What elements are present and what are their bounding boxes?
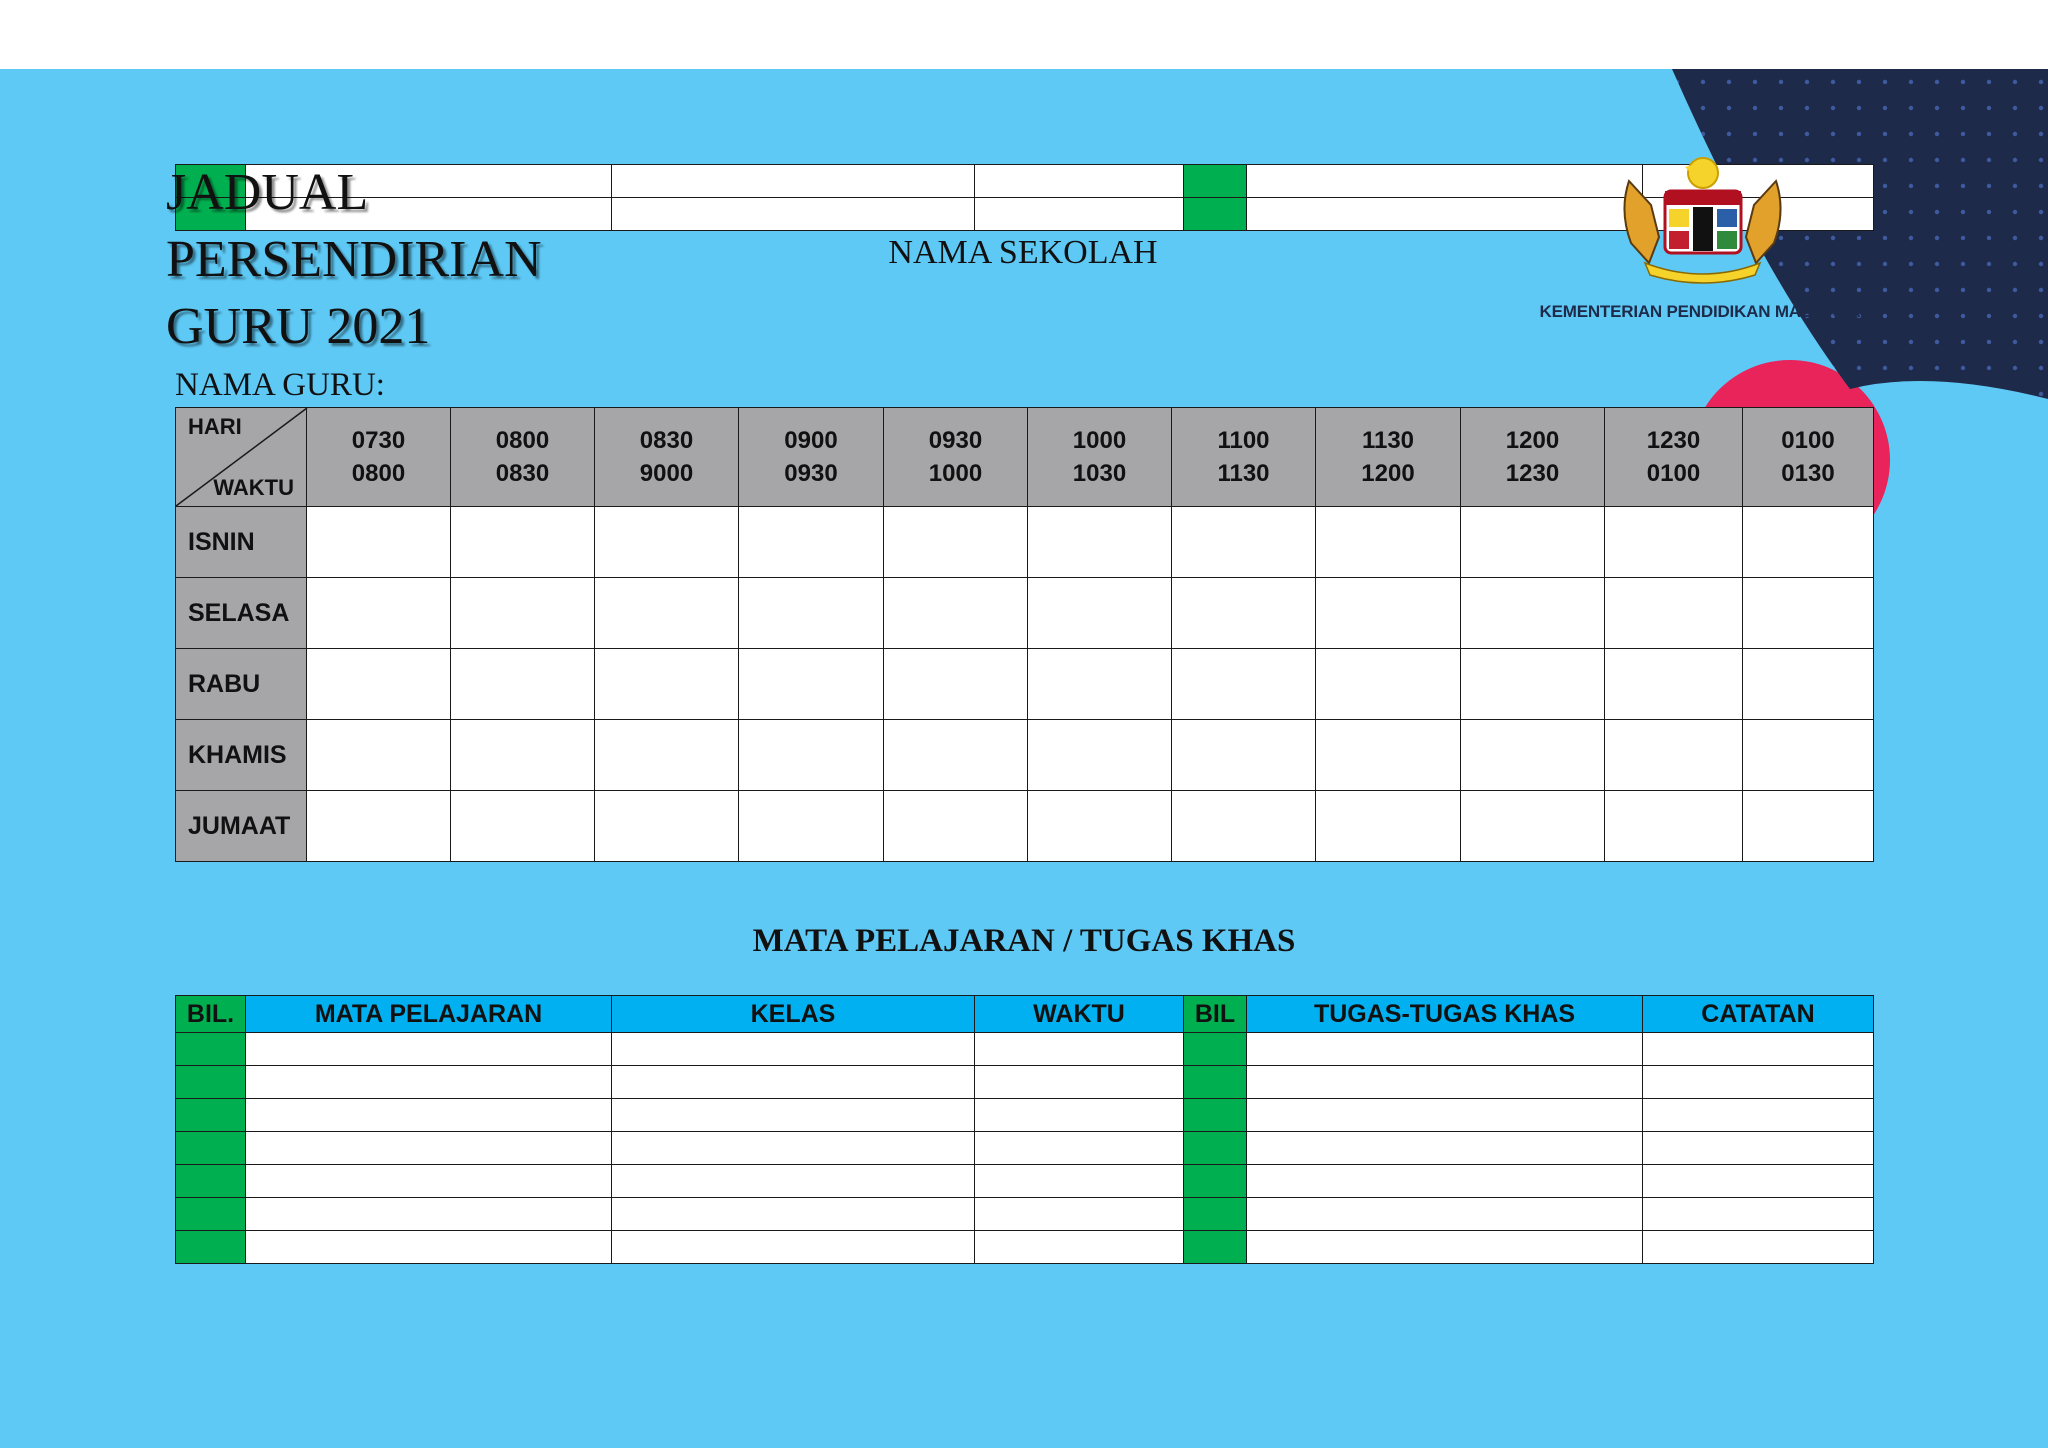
green-number-cell <box>176 1231 246 1264</box>
malaysia-coat-of-arms-icon <box>1615 151 1790 286</box>
timetable-cell[interactable] <box>884 720 1028 791</box>
day-label: JUMAAT <box>176 791 307 862</box>
table-cell[interactable] <box>1247 198 1643 231</box>
timetable-cell[interactable] <box>595 578 739 649</box>
table-cell[interactable] <box>975 198 1184 231</box>
table-cell[interactable] <box>612 1066 975 1099</box>
slot-end: 0830 <box>495 460 550 487</box>
green-number-cell <box>176 1198 246 1231</box>
table-cell[interactable] <box>975 1231 1184 1264</box>
timetable-cell[interactable] <box>1461 791 1605 862</box>
section-title: MATA PELAJARAN / TUGAS KHAS <box>752 923 1296 959</box>
table-cell[interactable] <box>246 1198 612 1231</box>
timetable-cell[interactable] <box>1461 578 1605 649</box>
timetable-cell[interactable] <box>1028 578 1172 649</box>
col-header-time: WAKTU <box>975 996 1184 1033</box>
table-cell[interactable] <box>1643 1132 1874 1165</box>
day-label: RABU <box>176 649 307 720</box>
green-number-cell <box>176 1033 246 1066</box>
day-label: SELASA <box>176 578 307 649</box>
timetable-cell[interactable] <box>1316 578 1461 649</box>
timetable-cell[interactable] <box>1028 720 1172 791</box>
timetable-cell[interactable] <box>1316 649 1461 720</box>
document-page <box>0 69 2048 1448</box>
green-number-cell <box>176 1066 246 1099</box>
timetable-cell[interactable] <box>1316 507 1461 578</box>
timetable-cell[interactable] <box>1316 791 1461 862</box>
slot-end: 0930 <box>784 460 838 487</box>
timetable-cell[interactable] <box>739 578 884 649</box>
table-cell[interactable] <box>612 1132 975 1165</box>
slot-end: 1030 <box>1072 460 1127 487</box>
day-label: KHAMIS <box>176 720 307 791</box>
table-cell[interactable] <box>975 1198 1184 1231</box>
table-cell[interactable] <box>612 165 975 198</box>
timetable-cell[interactable] <box>1172 720 1316 791</box>
col-header-class: KELAS <box>612 996 975 1033</box>
timetable-cell[interactable] <box>739 720 884 791</box>
table-cell[interactable] <box>1247 1099 1643 1132</box>
time-slot-header <box>884 408 1028 507</box>
table-cell[interactable] <box>1247 1132 1643 1165</box>
green-number-cell <box>176 1132 246 1165</box>
timetable-header-row <box>176 408 1874 507</box>
timetable-cell[interactable] <box>451 507 595 578</box>
col-header-special-duties: TUGAS-TUGAS KHAS <box>1247 996 1643 1033</box>
table-cell[interactable] <box>1643 1033 1874 1066</box>
table-cell[interactable] <box>975 1066 1184 1099</box>
teacher-name-label: NAMA GURU: <box>175 367 385 403</box>
time-slot-header <box>1461 408 1605 507</box>
green-number-cell <box>1184 1198 1247 1231</box>
timetable-cell[interactable] <box>884 649 1028 720</box>
timetable-cell[interactable] <box>451 720 595 791</box>
timetable-cell[interactable] <box>739 507 884 578</box>
slot-start: 0900 <box>784 427 838 454</box>
slot-start: 0100 <box>1781 427 1835 454</box>
green-cell <box>1184 198 1247 231</box>
table-cell[interactable] <box>1247 1033 1643 1066</box>
school-name: NAMA SEKOLAH <box>888 234 1158 271</box>
table-cell[interactable] <box>1247 1231 1643 1264</box>
table-row <box>176 791 1874 862</box>
time-slot-header <box>451 408 595 507</box>
table-cell[interactable] <box>612 1165 975 1198</box>
table-row <box>176 507 1874 578</box>
timetable-cell[interactable] <box>1028 507 1172 578</box>
slot-end: 9000 <box>639 460 694 487</box>
col-header-notes: CATATAN <box>1643 996 1874 1033</box>
timetable-cell[interactable] <box>1028 791 1172 862</box>
slot-end: 0130 <box>1781 460 1835 487</box>
slot-start: 1130 <box>1361 427 1415 454</box>
table-cell[interactable] <box>612 1033 975 1066</box>
timetable-cell[interactable] <box>1743 649 1874 720</box>
title-line: GURU 2021 <box>166 298 431 355</box>
table-row <box>176 1231 1874 1264</box>
timetable-cell[interactable] <box>595 649 739 720</box>
green-number-cell <box>1184 1132 1247 1165</box>
slot-end: 1130 <box>1217 460 1270 487</box>
ministry-label: KEMENTERIAN PENDIDIKAN MALAYSIA <box>1539 302 1861 321</box>
green-number-cell <box>1184 1231 1247 1264</box>
timetable-cell[interactable] <box>1172 507 1316 578</box>
table-row <box>176 1099 1874 1132</box>
table-cell[interactable] <box>1643 1198 1874 1231</box>
timetable-cell[interactable] <box>1605 720 1743 791</box>
slot-end: 1230 <box>1505 460 1560 487</box>
subjects-header-row <box>176 996 1874 1033</box>
table-cell[interactable] <box>612 1231 975 1264</box>
timetable-cell[interactable] <box>307 649 451 720</box>
time-slot-header <box>1028 408 1172 507</box>
timetable-cell[interactable] <box>451 649 595 720</box>
table-cell[interactable] <box>612 198 975 231</box>
table-cell[interactable] <box>1247 1165 1643 1198</box>
timetable-cell[interactable] <box>739 791 884 862</box>
timetable-cell[interactable] <box>1743 507 1874 578</box>
document-title <box>166 159 566 355</box>
title-line: JADUAL <box>166 164 369 221</box>
slot-end: 1000 <box>928 460 983 487</box>
timetable-cell[interactable] <box>307 578 451 649</box>
timetable-cell[interactable] <box>1172 791 1316 862</box>
timetable-cell[interactable] <box>595 720 739 791</box>
timetable-cell[interactable] <box>1172 649 1316 720</box>
timetable-cell[interactable] <box>1743 578 1874 649</box>
day-label: ISNIN <box>176 507 307 578</box>
slot-end: 0100 <box>1646 460 1701 487</box>
table-cell[interactable] <box>975 1165 1184 1198</box>
timetable-cell[interactable] <box>1743 720 1874 791</box>
time-slot-header <box>1743 408 1874 507</box>
table-cell[interactable] <box>975 1033 1184 1066</box>
slot-start: 0830 <box>639 427 694 454</box>
timetable-cell[interactable] <box>1605 649 1743 720</box>
green-number-cell <box>1184 1165 1247 1198</box>
table-cell[interactable] <box>246 1033 612 1066</box>
timetable <box>175 407 1874 862</box>
corner-day-label: HARI <box>188 414 242 439</box>
timetable-cell[interactable] <box>451 578 595 649</box>
table-cell[interactable] <box>1643 1231 1874 1264</box>
col-header-subject: MATA PELAJARAN <box>246 996 612 1033</box>
timetable-cell[interactable] <box>1605 791 1743 862</box>
timetable-cell[interactable] <box>451 791 595 862</box>
table-cell[interactable] <box>246 1099 612 1132</box>
timetable-cell[interactable] <box>307 720 451 791</box>
corner-cell <box>176 408 307 507</box>
table-cell[interactable] <box>246 1066 612 1099</box>
green-cell <box>1184 165 1247 198</box>
table-cell[interactable] <box>246 1231 612 1264</box>
green-number-cell <box>176 1165 246 1198</box>
title-line: PERSENDIRIAN <box>166 231 542 288</box>
table-cell[interactable] <box>975 1132 1184 1165</box>
table-row <box>176 1033 1874 1066</box>
slot-start: 1200 <box>1505 427 1560 454</box>
slot-start: 1100 <box>1217 427 1270 454</box>
table-row <box>176 578 1874 649</box>
slot-end: 1200 <box>1361 460 1415 487</box>
slot-end: 0800 <box>351 460 406 487</box>
time-slot-header <box>739 408 884 507</box>
green-number-cell <box>1184 1099 1247 1132</box>
table-cell[interactable] <box>975 1099 1184 1132</box>
table-row <box>176 649 1874 720</box>
time-slot-header <box>1172 408 1316 507</box>
green-number-cell <box>1184 1066 1247 1099</box>
table-cell[interactable] <box>975 165 1184 198</box>
table-cell[interactable] <box>1247 1066 1643 1099</box>
timetable-cell[interactable] <box>884 507 1028 578</box>
timetable-cell[interactable] <box>307 507 451 578</box>
timetable-cell[interactable] <box>1605 578 1743 649</box>
timetable-cell[interactable] <box>595 791 739 862</box>
col-header-bil-2: BIL <box>1184 996 1247 1033</box>
table-row <box>176 1198 1874 1231</box>
slot-start: 0930 <box>928 427 983 454</box>
timetable-cell[interactable] <box>884 791 1028 862</box>
table-cell[interactable] <box>1643 1099 1874 1132</box>
table-cell[interactable] <box>1643 1066 1874 1099</box>
timetable-cell[interactable] <box>1172 578 1316 649</box>
timetable-cell[interactable] <box>1028 649 1172 720</box>
table-row <box>176 1165 1874 1198</box>
time-slot-header <box>1316 408 1461 507</box>
table-cell[interactable] <box>612 1099 975 1132</box>
time-slot-header <box>307 408 451 507</box>
table-cell[interactable] <box>246 1132 612 1165</box>
timetable-cell[interactable] <box>1461 720 1605 791</box>
table-cell[interactable] <box>612 1198 975 1231</box>
timetable-cell[interactable] <box>739 649 884 720</box>
table-cell[interactable] <box>1247 165 1643 198</box>
table-row <box>176 1132 1874 1165</box>
time-slot-header <box>595 408 739 507</box>
timetable-cell[interactable] <box>884 578 1028 649</box>
slot-start: 1000 <box>1072 427 1127 454</box>
table-row <box>176 720 1874 791</box>
timetable-cell[interactable] <box>1461 649 1605 720</box>
timetable-cell[interactable] <box>1316 720 1461 791</box>
green-number-cell <box>176 1099 246 1132</box>
subjects-duties-table <box>175 995 1874 1264</box>
timetable-cell[interactable] <box>1743 791 1874 862</box>
table-cell[interactable] <box>1247 1198 1643 1231</box>
green-number-cell <box>1184 1033 1247 1066</box>
table-cell[interactable] <box>246 1165 612 1198</box>
table-row <box>176 1066 1874 1099</box>
time-slot-header <box>1605 408 1743 507</box>
timetable-cell[interactable] <box>1605 507 1743 578</box>
slot-start: 0800 <box>495 427 550 454</box>
table-cell[interactable] <box>1643 1165 1874 1198</box>
timetable-cell[interactable] <box>595 507 739 578</box>
corner-time-label: WAKTU <box>213 475 294 500</box>
col-header-bil: BIL. <box>176 996 246 1033</box>
slot-start: 0730 <box>351 427 406 454</box>
timetable-cell[interactable] <box>307 791 451 862</box>
timetable-cell[interactable] <box>1461 507 1605 578</box>
slot-start: 1230 <box>1646 427 1701 454</box>
